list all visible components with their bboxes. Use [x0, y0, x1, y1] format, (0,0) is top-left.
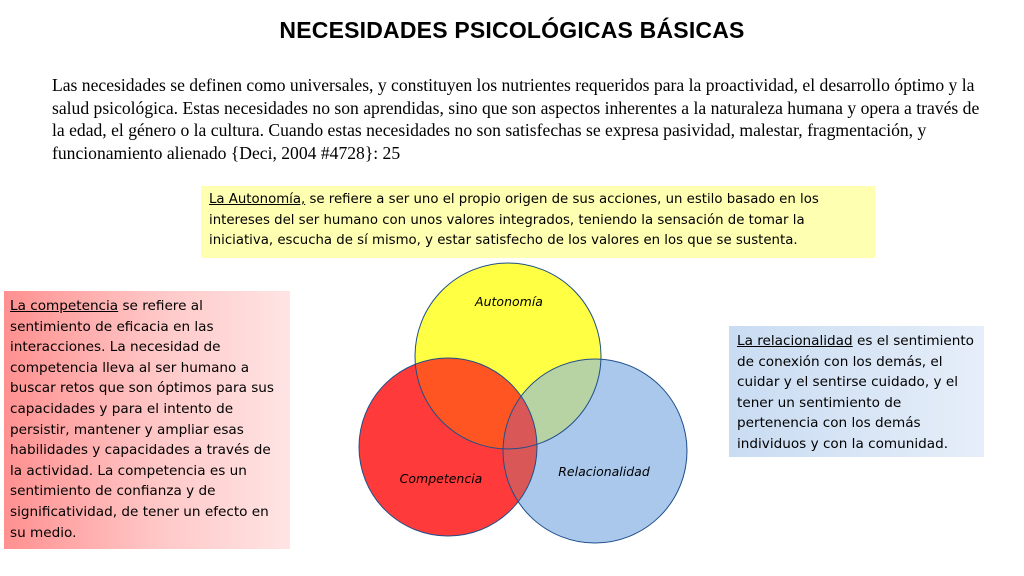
venn-label-competencia: Competencia	[399, 471, 483, 486]
relacionalidad-term: La relacionalidad	[737, 333, 853, 349]
autonomia-text: se refiere a ser uno el propio origen de sus acciones, un estilo basado en los intereses del ser humano con unos valores integrados, teniendo la sensación de tomar la iniciativa, escucha de sí mismo, y estar satisfecho de los valores en los que se sustenta.	[209, 192, 819, 249]
venn-label-autonomia: Autonomía	[475, 294, 543, 309]
relacionalidad-text: es el sentimiento de conexión con los demás, el cuidar y el sentirse cuidado, y el tener un sentimiento de pertenencia con los demás individuos y con la comunidad.	[737, 333, 975, 452]
competencia-text: se refiere al sentimiento de eficacia en las interacciones. La necesidad de competencia lleva al ser humano a buscar retos que son óptimos para sus capacidades y para el intento de persistir, mantener y ampliar esas habilidades y capacidades a través de la actividad. La competencia es un sentimiento de confianza y de significatividad, de tener un efecto en su medio.	[10, 298, 275, 541]
autonomia-term: La Autonomía,	[209, 192, 306, 207]
page-title: NECESIDADES PSICOLÓGICAS BÁSICAS	[279, 17, 745, 43]
intro-paragraph: Las necesidades se definen como universales, y constituyen los nutrientes requeridos para la proactividad, el desarrollo óptimo y la salud psicológica. Estas necesidades no son aprendidas, sino que son aspectos inherentes a la naturaleza humana y opera a través de la edad, el género o la cultura. Cuando estas necesidades no son satisfechas se expresa pasividad, malestar, fragmentación, y funcionamiento alienado {Deci, 2004 #4728}: 25	[52, 75, 980, 163]
competencia-term: La competencia	[10, 298, 119, 314]
venn-label-relacionalidad: Relacionalidad	[558, 464, 650, 479]
